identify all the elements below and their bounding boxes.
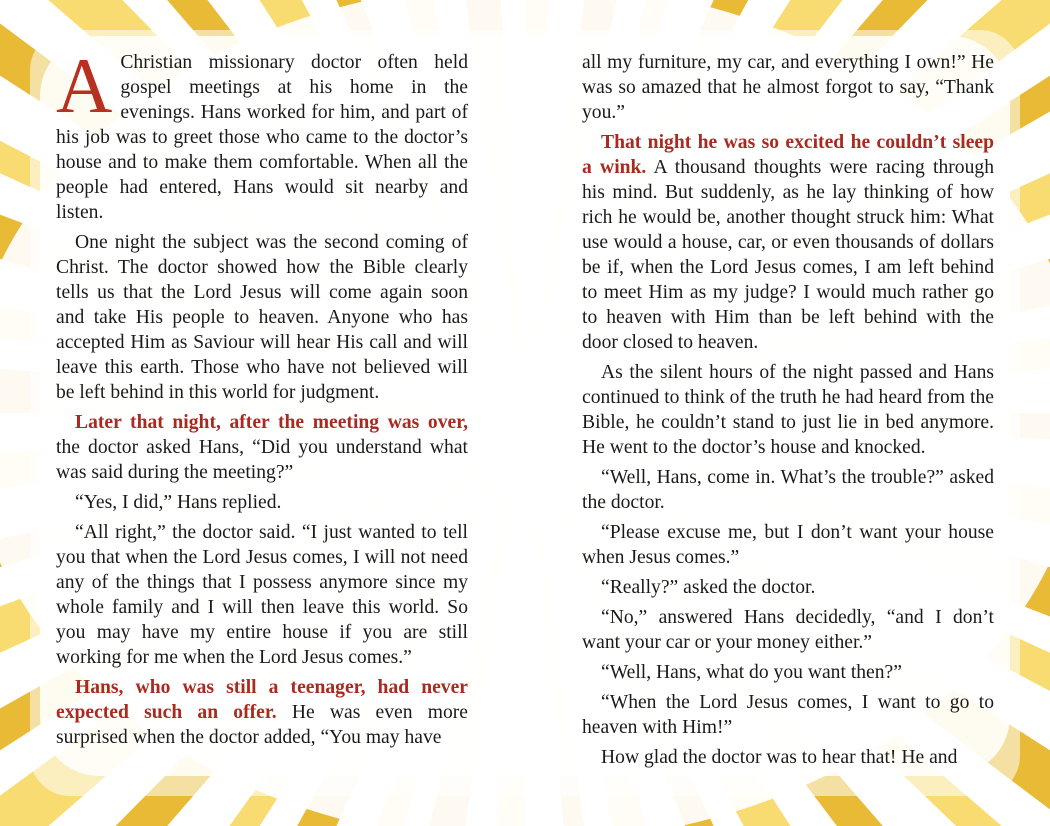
right-paragraph-6: “Really?” asked the doctor. [601, 577, 816, 598]
left-paragraph-2: One night the subject was the second coming of Christ. The doctor showed how the Bible clearly tells us that the Lord Jesus will come again soon and take His people to heaven. Anyone who has accepted Him as Saviour will hear His call and will leave this earth. Those who have not believed will be left behind in this world for judgment. [56, 232, 468, 403]
right-paragraph-10: How glad the doctor was to hear that! He and [601, 747, 958, 768]
highlight-text: Hans, who was still a teenager, had never expected such an offer. [56, 677, 468, 723]
right-paragraph-7: “No,” answered Hans decidedly, “and I don’t want your car or your money either.” [582, 607, 994, 653]
left-paragraph-1: A Christian missionary doctor often held gospel meetings at his home in the evenings. Hans worked for him, and part of his job was to greet those who came to the doctor’s house and to make them comfortable. When all the people had entered, Hans would sit nearby and listen. [56, 42, 468, 223]
left-paragraph-3: Later that night, after the meeting was over, the doctor asked Hans, “Did you understand what was said during the meeting?” [56, 412, 468, 483]
left-paragraph-5: “All right,” the doctor said. “I just wanted to tell you that when the Lord Jesus comes, I will not need any of the things that I possess anymore since my whole family and I will then leave this world. So you may have my entire house if you are still working for me when the Lord Jesus comes.” [56, 522, 468, 668]
drop-cap: A [56, 42, 113, 129]
right-paragraph-4: “Well, Hans, come in. What’s the trouble?” asked the doctor. [582, 467, 994, 513]
right-paragraph-8: “Well, Hans, what do you want then?” [601, 662, 902, 683]
right-paragraph-9: “When the Lord Jesus comes, I want to go to heaven with Him!” [582, 692, 994, 738]
highlight-text: That night he was so excited he couldn’t sleep a wink. [582, 132, 994, 178]
left-paragraph-6: Hans, who was still a teenager, had never expected such an offer. He was even more surprised when the doctor added, “You may have [56, 677, 468, 748]
right-paragraph-5: “Please excuse me, but I don’t want your house when Jesus comes.” [582, 522, 994, 568]
right-paragraph-3: As the silent hours of the night passed and Hans continued to think of the truth he had heard from the Bible, he couldn’t stand to just lie in bed anymore. He went to the doctor’s house and knocked. [582, 362, 994, 458]
right-paragraph-2: That night he was so excited he couldn’t sleep a wink. A thousand thoughts were racing through his mind. But suddenly, as he lay thinking of how rich he would be, another thought struck him: What use would a house, car, or even thousands of dollars be if, when the Lord Jesus comes, I am left behind to meet Him as my judge? I would much rather go to heaven with Him than be left behind with the door closed to heaven. [582, 132, 994, 353]
left-column [56, 42, 468, 750]
highlight-text: Later that night, after the meeting was over, [75, 412, 468, 433]
left-paragraph-4: “Yes, I did,” Hans replied. [75, 492, 282, 513]
right-column [582, 50, 994, 770]
right-paragraph-1: all my furniture, my car, and everything I own!” He was so amazed that he almost forgot to say, “Thank you.” [582, 52, 994, 123]
